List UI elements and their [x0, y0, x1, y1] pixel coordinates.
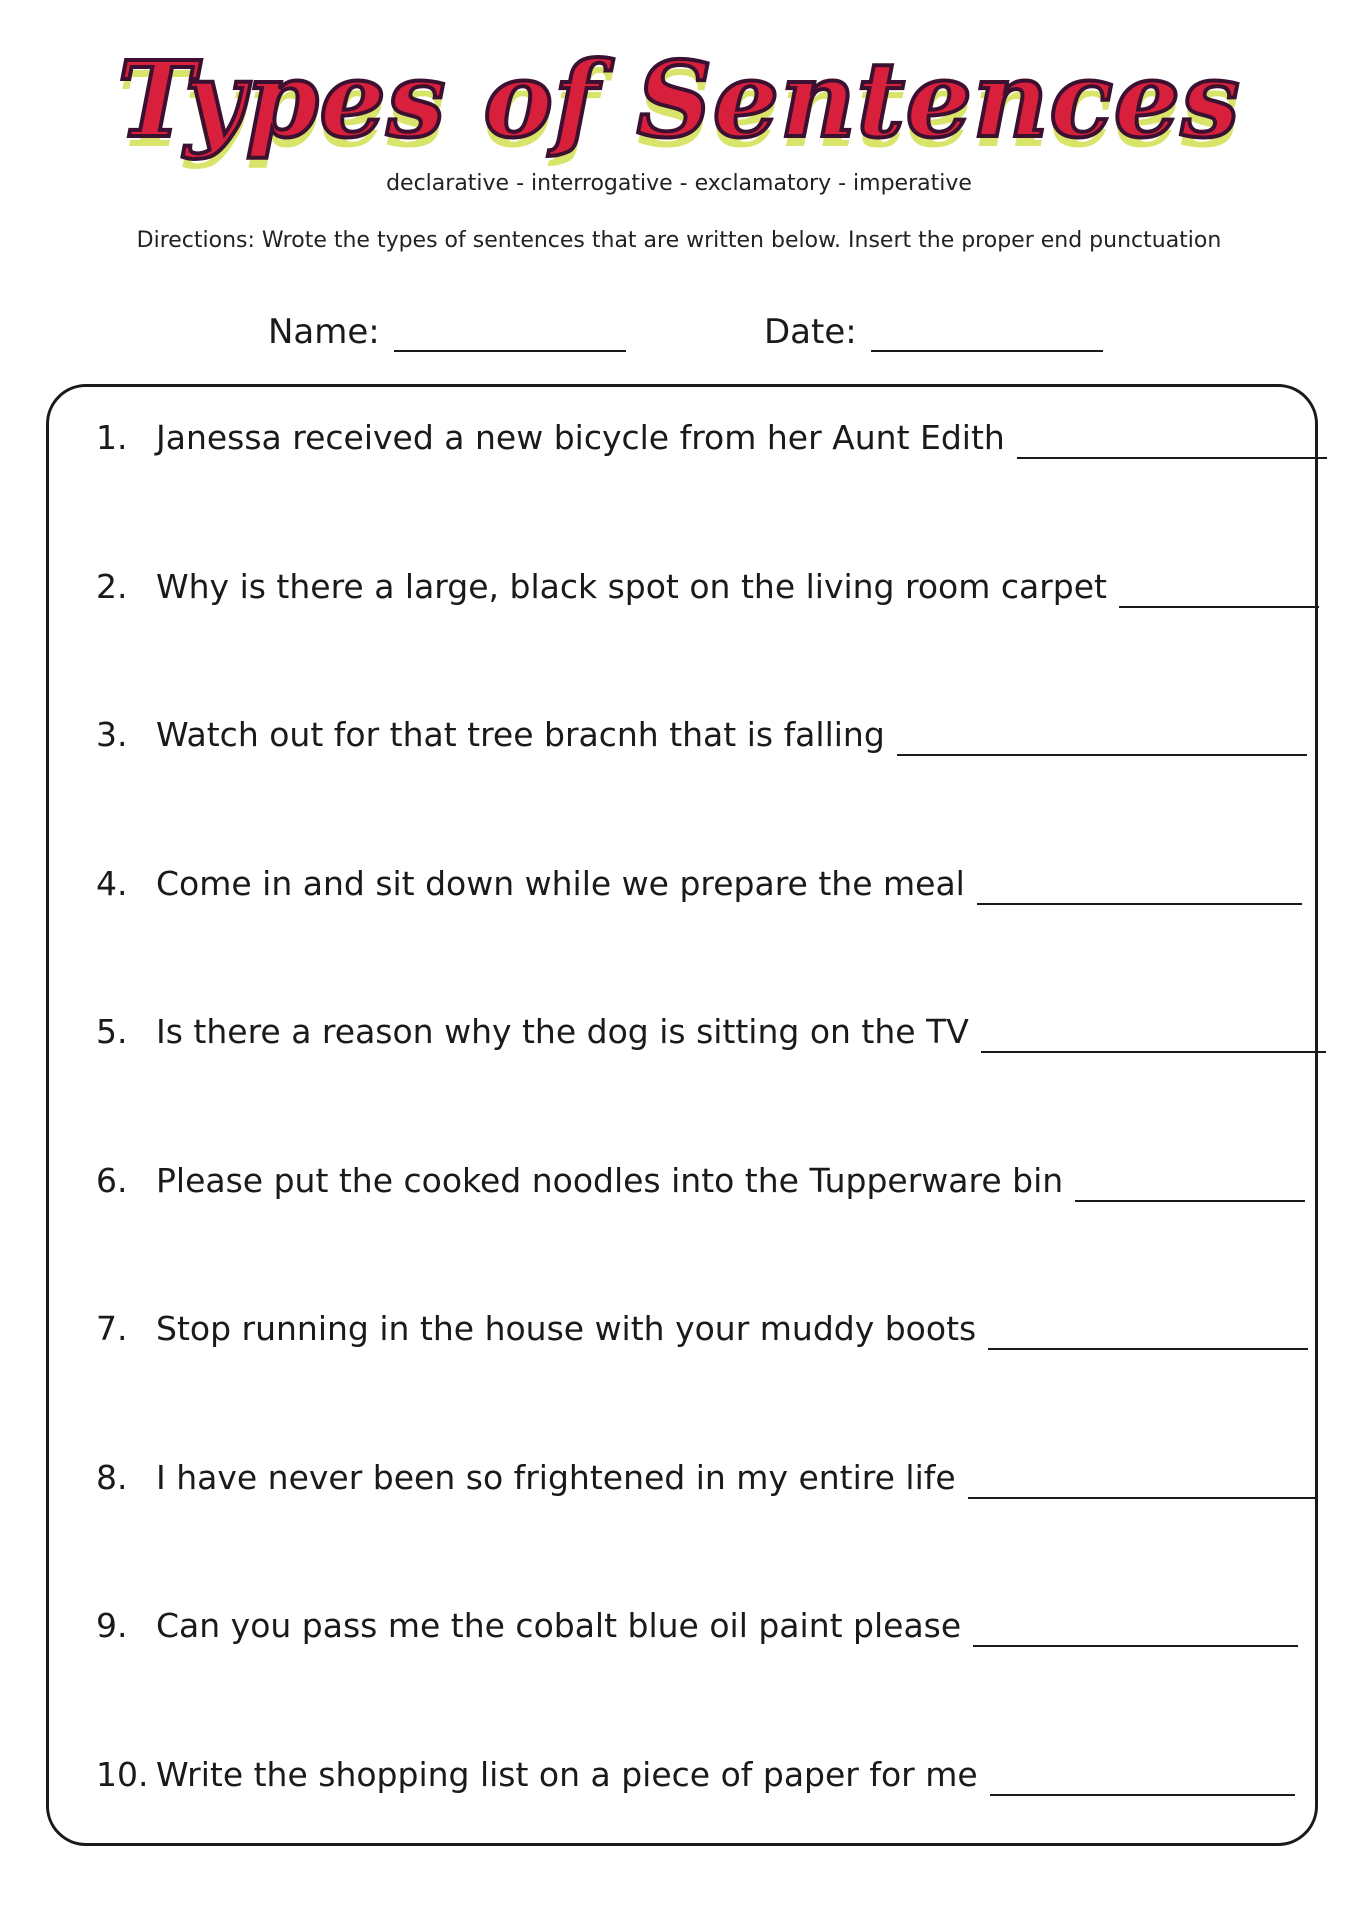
- date-field[interactable]: [764, 312, 1103, 352]
- answer-blank-line[interactable]: [968, 1459, 1318, 1499]
- answer-blank-line[interactable]: [897, 716, 1307, 756]
- question-item: [96, 566, 1319, 608]
- question-number: 9.: [96, 1606, 128, 1645]
- question-item: [96, 1754, 1295, 1796]
- question-text: Write the shopping list on a piece of paper for me: [156, 1755, 978, 1794]
- question-item: [96, 714, 1307, 756]
- question-text: I have never been so frightened in my entire life: [156, 1458, 956, 1497]
- question-number: 1.: [96, 418, 128, 457]
- answer-blank-line[interactable]: [977, 865, 1302, 905]
- question-text: Come in and sit down while we prepare the meal: [156, 864, 965, 903]
- directions-text: Directions: Wrote the types of sentences that are written below. Insert the proper end punctuation: [136, 228, 1222, 253]
- question-item: [96, 1308, 1308, 1350]
- question-text: Why is there a large, black spot on the living room carpet: [156, 567, 1107, 606]
- question-text: Watch out for that tree bracnh that is falling: [156, 715, 885, 754]
- date-label: Date:: [764, 312, 857, 352]
- question-text: Can you pass me the cobalt blue oil paint please: [156, 1606, 962, 1645]
- answer-blank-line[interactable]: [988, 1310, 1308, 1350]
- question-text: Janessa received a new bicycle from her Aunt Edith: [156, 418, 1005, 457]
- name-label: Name:: [268, 312, 380, 352]
- question-text: Is there a reason why the dog is sitting on the TV: [156, 1012, 969, 1051]
- name-field[interactable]: [268, 312, 626, 352]
- question-number: 10.: [96, 1755, 149, 1794]
- question-number: 7.: [96, 1309, 128, 1348]
- question-number: 4.: [96, 864, 128, 903]
- question-item: [96, 1605, 1298, 1647]
- worksheet-title: Types of Sentences: [117, 38, 1241, 161]
- question-number: 8.: [96, 1458, 128, 1497]
- name-blank-line[interactable]: [394, 312, 626, 352]
- sentence-types-subtitle: declarative - interrogative - exclamatory - imperative: [386, 171, 972, 196]
- question-item: [96, 1160, 1305, 1202]
- question-item: [96, 417, 1327, 459]
- question-number: 2.: [96, 567, 128, 606]
- answer-blank-line[interactable]: [1075, 1162, 1305, 1202]
- answer-blank-line[interactable]: [990, 1756, 1295, 1796]
- question-text: Stop running in the house with your muddy boots: [156, 1309, 977, 1348]
- answer-blank-line[interactable]: [973, 1607, 1298, 1647]
- date-blank-line[interactable]: [871, 312, 1103, 352]
- question-number: 6.: [96, 1161, 128, 1200]
- question-number: 5.: [96, 1012, 128, 1051]
- question-text: Please put the cooked noodles into the Tupperware bin: [156, 1161, 1064, 1200]
- answer-blank-line[interactable]: [981, 1013, 1326, 1053]
- question-number: 3.: [96, 715, 128, 754]
- answer-blank-line[interactable]: [1017, 419, 1327, 459]
- question-item: [96, 863, 1302, 905]
- question-item: [96, 1457, 1318, 1499]
- question-item: [96, 1011, 1326, 1053]
- answer-blank-line[interactable]: [1119, 568, 1319, 608]
